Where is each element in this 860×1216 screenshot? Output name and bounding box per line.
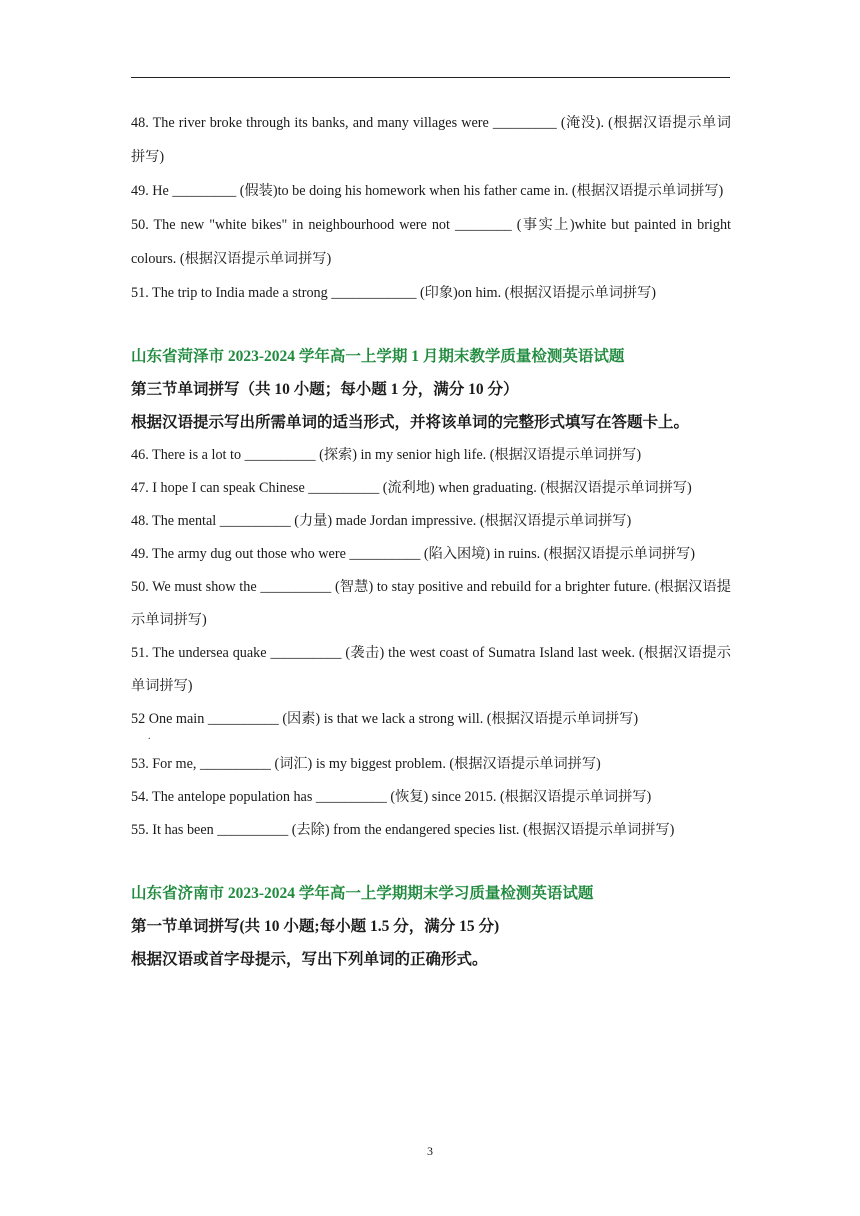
question-item: 50. The new "white bikes" in neighbourhood were not ________ (事实上)white but painted in bright colours. (根据汉语提示单词拼写) [131,217,731,267]
question-item: 49. He _________ (假装)to be doing his homework when his father came in. (根据汉语提示单词拼写) [131,183,724,199]
question-item: 55. It has been __________ (去除) from the endangered species list. (根据汉语提示单词拼写) [131,822,675,838]
question-item: 53. For me, __________ (词汇) is my biggest problem. (根据汉语提示单词拼写) [131,756,601,772]
question-item: 52 One main __________ (因素) is that we lack a strong will. (根据汉语提示单词拼写) [131,711,639,727]
question-item: 49. The army dug out those who were __________ (陷入困境) in ruins. (根据汉语提示单词拼写) [131,546,696,562]
header-rule [131,77,730,78]
section-subtitle: 第三节单词拼写（共 10 小题；每小题 1 分，满分 10 分） [131,381,519,398]
stray-mark [131,731,731,748]
question-item: 51. The trip to India made a strong ____________ (印象)on him. (根据汉语提示单词拼写) [131,285,657,301]
page-content [131,106,731,976]
question-item: 46. There is a lot to __________ (探索) in my senior high life. (根据汉语提示单词拼写) [131,447,642,463]
question-item: 51. The undersea quake __________ (袭击) the west coast of Sumatra Island last week. (根据汉语提示单词拼写) [131,645,731,694]
section-heze [131,340,731,847]
question-item: 48. The river broke through its banks, and many villages were _________ (淹没). (根据汉语提示单词拼写) [131,115,731,165]
section-instruction: 根据汉语或首字母提示，写出下列单词的正确形式。 [131,951,488,968]
page-number: 3 [427,1144,433,1158]
section-title: 山东省济南市 2023-2024 学年高一上学期期末学习质量检测英语试题 [131,885,594,902]
question-item: 50. We must show the __________ (智慧) to stay positive and rebuild for a brighter future. (根据汉语提示单词拼写) [131,579,731,628]
question-block-1 [131,106,731,310]
section-title: 山东省菏泽市 2023-2024 学年高一上学期 1 月期末教学质量检测英语试题 [131,348,625,365]
question-item: 54. The antelope population has __________ (恢复) since 2015. (根据汉语提示单词拼写) [131,789,652,805]
section-jinan [131,877,731,976]
section-subtitle: 第一节单词拼写(共 10 小题;每小题 1.5 分，满分 15 分) [131,918,500,935]
question-item: 48. The mental __________ (力量) made Jordan impressive. (根据汉语提示单词拼写) [131,513,632,529]
stray-mark-text: . [148,731,151,742]
section-instruction: 根据汉语提示写出所需单词的适当形式，并将该单词的完整形式填写在答题卡上。 [131,414,690,431]
question-item: 47. I hope I can speak Chinese __________ (流利地) when graduating. (根据汉语提示单词拼写) [131,480,692,496]
